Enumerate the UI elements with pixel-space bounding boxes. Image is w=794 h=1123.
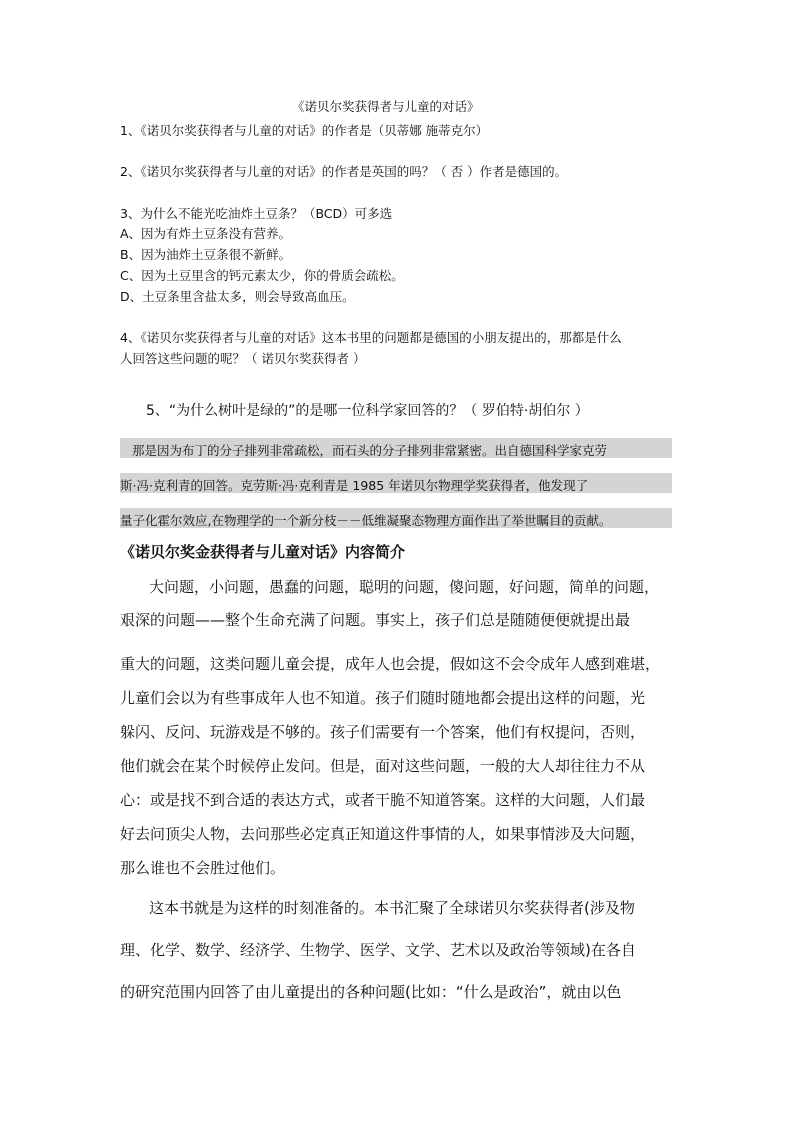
answer-line-3: 量子化霍尔效应,在物理学的一个新分枝－－低维凝聚态物理方面作出了举世瞩目的贡献。 [120,513,612,528]
question-4-line-2: 人回答这些问题的呢？（ 诺贝尔奖获得者 ） [120,351,366,366]
question-3: 3、为什么不能光吃油炸土豆条？（BCD）可多选 [120,206,393,221]
body-line-11: 理、化学、数学、经济学、生物学、医学、文学、艺术以及政治等领域)在各自 [120,941,636,959]
body-line-3: 重大的问题，这类问题儿童会提，成年人也会提，假如这不会令成年人感到难堪， [120,655,661,673]
question-5: 5、“为什么树叶是绿的”的是哪一位科学家回答的？（ 罗伯特·胡伯尔 ） [146,403,589,419]
question-3-option-a: A、因为有炸土豆条没有营养。 [120,226,292,241]
question-2: 2、《诺贝尔奖获得者与儿童的对话》的作者是英国的吗？（ 否 ）作者是德国的。 [120,164,568,179]
body-line-10: 这本书就是为这样的时刻准备的。本书汇聚了全球诺贝尔奖获得者(涉及物 [149,899,635,917]
body-line-9: 那么谁也不会胜过他们。 [120,859,286,877]
body-line-12: 的研究范围内回答了由儿童提出的各种问题(比如：“什么是政治”，就由以色 [120,983,622,1001]
body-line-2: 艰深的问题——整个生命充满了问题。事实上，孩子们总是随随便便就提出最 [120,611,631,629]
question-3-option-b: B、因为油炸土豆条很不新鲜。 [120,247,292,262]
question-4-line-1: 4、《诺贝尔奖获得者与儿童的对话》这本书里的问题都是德国的小朋友提出的，那都是什么 [120,330,622,345]
question-1: 1、《诺贝尔奖获得者与儿童的对话》的作者是（贝蒂娜 施蒂克尔） [120,123,489,138]
question-3-option-d: D、土豆条里含盐太多，则会导致高血压。 [120,289,355,304]
body-line-6: 他们就会在某个时候停止发问。但是，面对这些问题，一般的大人却往往力不从 [120,757,646,775]
answer-line-2: 斯·冯·克利青的回答。克劳斯·冯·克利青是 1985 年诺贝尔物理学奖获得者，他发现了 [120,478,589,493]
section-subtitle: 《诺贝尔奖金获得者与儿童对话》内容简介 [120,543,406,561]
body-line-4: 儿童们会以为有些事成年人也不知道。孩子们随时随地都会提出这样的问题，光 [120,689,646,707]
body-line-1: 大问题，小问题，愚蠢的问题，聪明的问题，傻问题，好问题，简单的问题， [149,578,660,596]
document-title: 《诺贝尔奖获得者与儿童的对话》 [292,99,480,114]
answer-line-1: 那是因为布丁的分子排列非常疏松，而石头的分子排列非常紧密。出自德国科学家克劳 [132,443,608,458]
body-line-5: 躲闪、反问、玩游戏是不够的。孩子们需要有一个答案，他们有权提问，否则， [120,723,646,741]
question-3-option-c: C、因为土豆里含的钙元素太少，你的骨质会疏松。 [120,268,404,283]
body-line-7: 心：或是找不到合适的表达方式，或者干脆不知道答案。这样的大问题，人们最 [120,791,646,809]
body-line-8: 好去问顶尖人物，去问那些必定真正知道这件事情的人，如果事情涉及大问题， [120,825,646,843]
